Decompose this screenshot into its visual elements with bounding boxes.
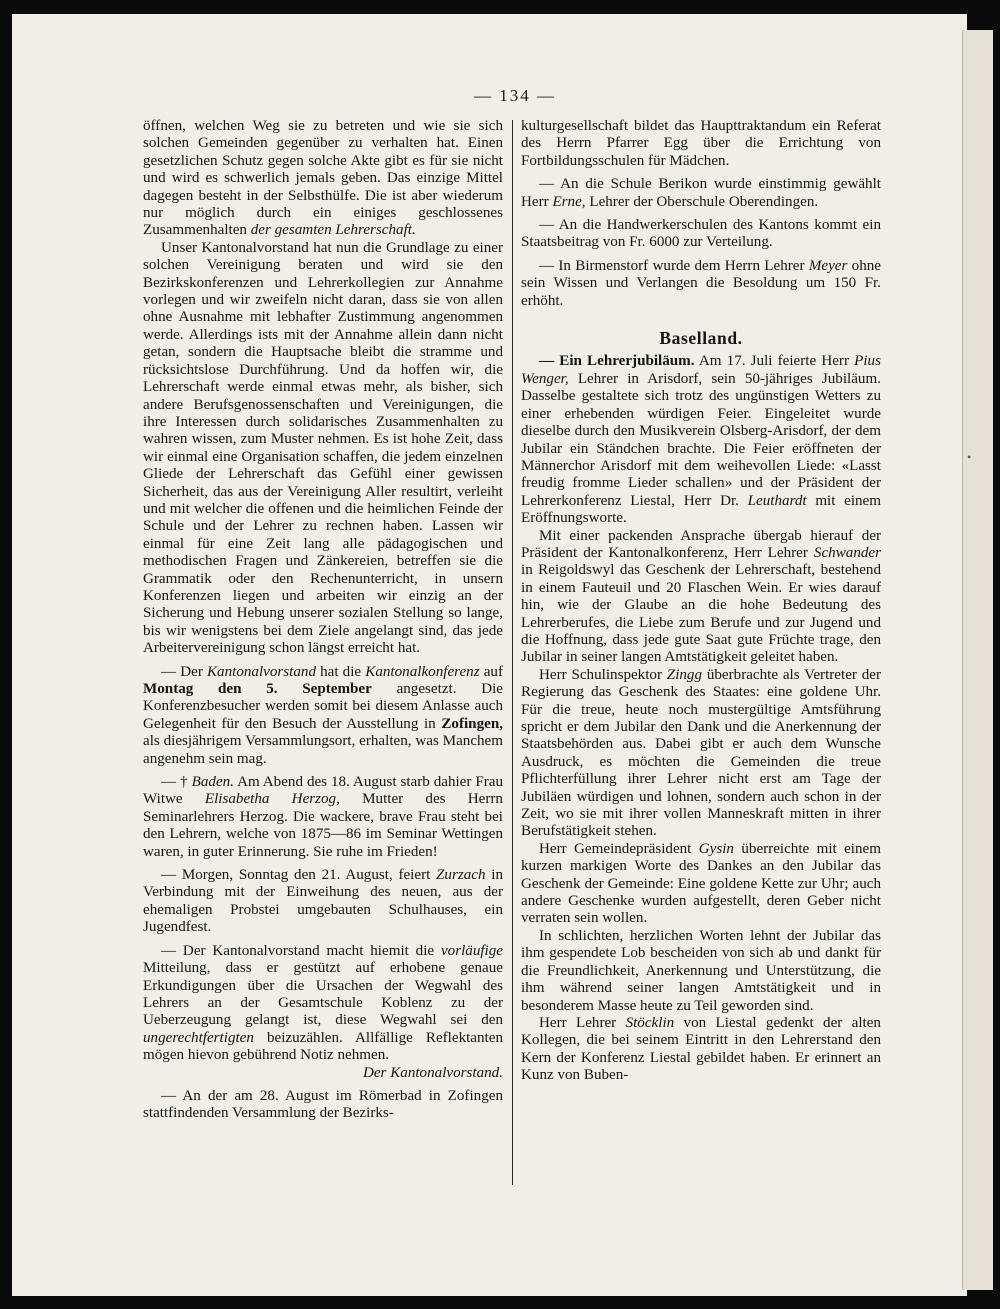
- right-paragraph-7: Herr Schulinspektor Zingg überbrachte als Vertreter der Regierung das Geschenk des Staates: eine goldene Uhr. Für die treue, heute noch mustergültige Amtsführung spricht er dem Jubilar den Dank und die Anerkennung der Staatsbehörden aus. Dabei gibt er auch dem Wunsche Ausdruck, es möchten die Gemeinden die treue Pflichterfüllung ihrer Lehrer nicht erst am Tage der Jubiläen würdigen und lohnen, sondern auch schon in der Zeit, wo sie mit ihrer vollen Manneskraft mitten in ihrer Berufstätigkeit stehen.: [521, 666, 881, 840]
- signature: Der Kantonalvorstand.: [362, 1064, 503, 1081]
- right-paragraph-4: — In Birmenstorf wurde dem Herrn Lehrer Meyer ohne sein Wissen und Verlangen die Besoldung um 150 Fr. erhöht.: [521, 257, 881, 309]
- right-paragraph-3: — An die Handwerkerschulen des Kantons kommt ein Staatsbeitrag von Fr. 6000 zur Verteilung.: [521, 217, 881, 251]
- next-page-edge: •: [962, 30, 993, 1290]
- left-column: [143, 118, 503, 1123]
- left-paragraph-7: — An der am 28. August im Römerbad in Zofingen stattfindenden Versammlung der Bezirks-: [143, 1087, 503, 1122]
- right-paragraph-9: In schlichten, herzlichen Worten lehnt der Jubilar das ihm gespendete Lob bescheiden von sich ab und dankt für die Freundlichkeit, Anerkennung und Unterstützung, die ihm während seiner langen Amtstätigkeit und in besonderem Masse heute zu Teil geworden sind.: [521, 927, 881, 1014]
- right-paragraph-5: — Ein Lehrerjubiläum. Am 17. Juli feierte Herr Pius Wenger, Lehrer in Arisdorf, sein 50-jähriges Jubiläum. Dasselbe gestaltete sich trotz des ungünstigen Wetters zu einer erhebenden würdigen Feier. Eingeleitet wurde dieselbe durch den Musikverein Olsberg-Arisdorf, der dem Jubilar ein Ständchen brachte. Die Feier eröffneten der Männerchor Arisdorf mit dem weihevollen Liede: «Lasst freudig fromme Lieder schallen» und der Präsident der Lehrerkonferenz Liestal, Herr Dr. Leuthardt mit einem Eröffnungsworte.: [521, 353, 881, 527]
- right-paragraph-10: Herr Lehrer Stöcklin von Liestal gedenkt der alten Kollegen, die bei seinem Eintritt in den Lehrerstand den Kern der Konferenz Liestal gebildet haben. Er erinnert an Kunz von Buben-: [521, 1014, 881, 1084]
- left-paragraph-6: — Der Kantonalvorstand macht hiemit die vorläufige Mitteilung, dass er gestützt auf erhobene genaue Erkundigungen über die Ursachen der Wegwahl des Lehrers an der Gesamtschule Koblenz zu der Ueberzeugung gelangt ist, diese Wegwahl sei den ungerechtfertigten beizuzählen. Allfällige Reflektanten mögen hievon gebührend Notiz nehmen. Der Kantonalvorstand.: [143, 942, 503, 1081]
- right-paragraph-6: Mit einer packenden Ansprache übergab hierauf der Präsident der Kantonalkonferenz, Herr Lehrer Schwander in Reigoldswyl das Geschenk der Lehrerschaft, bestehend in einem Fauteuil und 20 Flaschen Wein. Er wies darauf hin, wie der Glaube an die hohe Bedeutung des Lehrerberufes, die Liebe zum Berufe und zur Jugend und die Hoffnung, dass jede gute Saat gute Früchte trage, den Jubilar in seiner langen Amtstätigkeit geleitet haben.: [521, 527, 881, 666]
- right-paragraph-2: — An die Schule Berikon wurde einstimmig gewählt Herr Erne, Lehrer der Oberschule Oberendingen.: [521, 176, 881, 210]
- right-paragraph-1: kulturgesellschaft bildet das Haupttraktandum ein Referat des Herrn Pfarrer Egg über die Errichtung von Fortbildungsschulen für Mädchen.: [521, 118, 881, 169]
- section-heading-baselland: Baselland.: [659, 328, 743, 349]
- left-paragraph-5: — Morgen, Sonntag den 21. August, feiert Zurzach in Verbindung mit der Einweihung des neuen, aus der ehemaligen Probstei umgebauten Schulhauses, ein Jugendfest.: [143, 867, 503, 936]
- left-paragraph-4: — † Baden. Am Abend des 18. August starb dahier Frau Witwe Elisabetha Herzog, Mutter des Herrn Seminarlehrers Herzog. Die wackere, brave Frau steht bei den Lehrern, welche von 1875—86 im Seminar Wettingen waren, in guter Erinnerung. Sie ruhe im Frieden!: [143, 774, 503, 860]
- right-column: [521, 118, 881, 1085]
- left-paragraph-2: Unser Kantonalvorstand hat nun die Grundlage zu einer solchen Vereinigung beraten und wird sie den Bezirkskonferenzen und Lehrerkollegien zur Annahme vorlegen und wir zweifeln nicht daran, dass sie von allen ohne Ausnahme mit lebhafter Zustimmung angenommen werde. Allerdings ists mit der Annahme allein dann nicht getan, sondern die Hauptsache bleibt die stramme und rücksichtslose Durchführung. Und da hoffen wir, die Lehrerschaft werde einmal etwas mehr, als bisher, sich andere Berufsgenossenschaften und Vereinigungen, die ihre Interessen durch solidarisches Zusammenhalten zu wahren wissen, zum Muster nehmen. Es ist hohe Zeit, dass wir einmal eine Organisation schaffen, die jedem einzelnen Gliede der Lehrerschaft das Gefühl einer gewissen Sicherheit, das aus der Vereinigung Aller resultirt, verleiht und mit welcher die offenen und die heimlichen Feinde der Schule und der Lehrer zu rechnen haben. Lassen wir einmal für eine Zeit lang alle pädagogischen und methodischen Fragen und Zänkereien, betreffen sie die Grammatik oder den Rechenunterricht, in unsern Konferenzen liegen und arbeiten wir einzig an der Sicherung und Hebung unserer sozialen Stellung so lange, bis wir wenigstens bei dem Ziele angelangt sind, das jede Arbeitervereinigung schon längst erreicht hat.: [143, 239, 503, 657]
- right-paragraph-8: Herr Gemeindepräsident Gysin überreichte mit einem kurzen markigen Worte des Dankes an den Jubilar das Geschenk der Gemeinde: Eine goldene Kette zur Uhr; auch andere Geschenke wurden aufgestellt, deren Geber nicht verraten sein wollen.: [521, 840, 881, 927]
- page-number: — 134 —: [474, 86, 556, 105]
- left-paragraph-3: — Der Kantonalvorstand hat die Kantonalkonferenz auf Montag den 5. September angesetzt. Die Konferenzbesucher werden somit bei diesem Anlasse auch Gelegenheit für den Besuch der Ausstellung in Zofingen, als diesjährigem Versammlungsort, erhalten, was Manchem angenehm sein mag.: [143, 663, 503, 767]
- left-paragraph-1: öffnen, welchen Weg sie zu betreten und wie sie sich solchen Gemeinden gegenüber zu verhalten hat. Einen gesetzlichen Schutz gegen solche Akte gibt es für sie nicht und wird es schwerlich jemals geben. Das einzige Mittel dagegen besteht in der Selbsthülfe. Die ist aber wiederum nur möglich durch ein einiges geschlossenes Zusammenhalten der gesamten Lehrerschaft.: [143, 118, 503, 239]
- column-divider: [512, 120, 513, 1185]
